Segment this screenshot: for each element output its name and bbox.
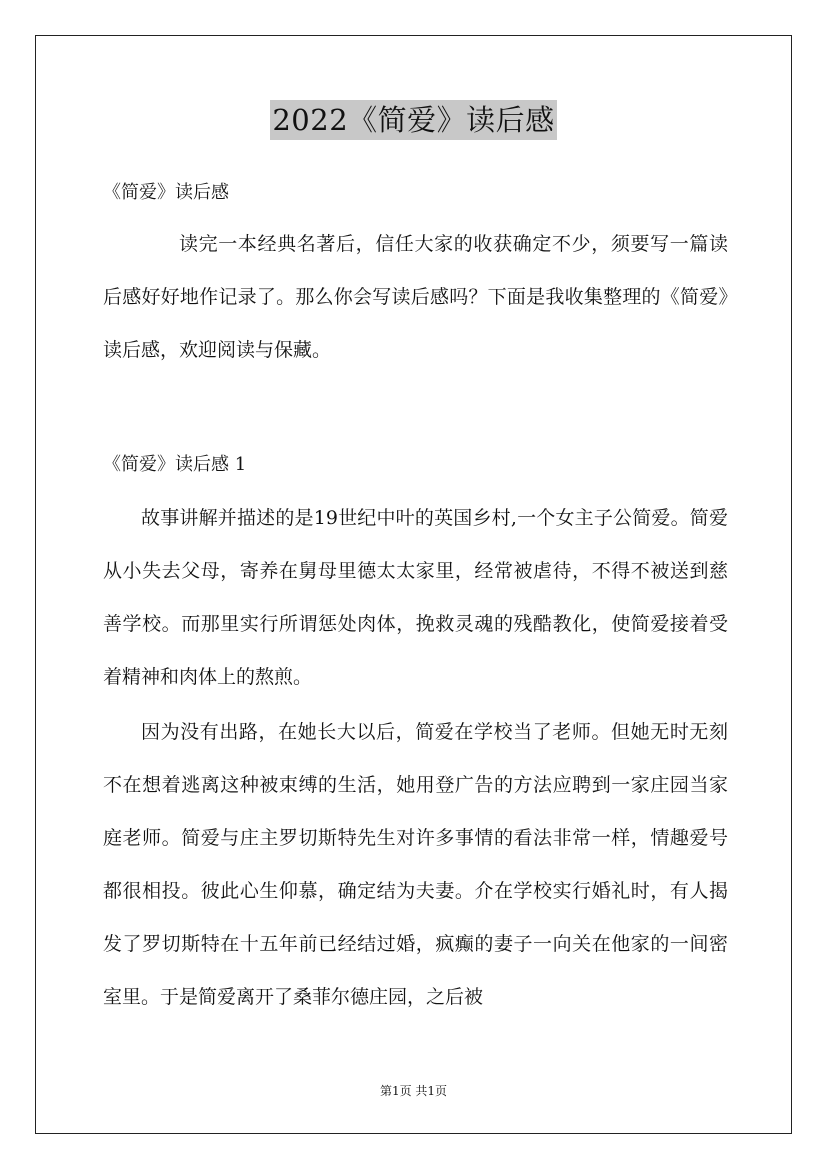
body-paragraph-2: 因为没有出路，在她长大以后，简爱在学校当了老师。但她无时无刻不在想着逃离这种被束缚的生活，她用登广告的方法应聘到一家庄园当家庭老师。简爱与庄主罗切斯特先生对许多事情的看法非常一样，情趣爱号都很相投。彼此心生仰慕，确定结为夫妻。介在学校实行婚礼时，有人揭发了罗切斯特在十五年前已经结过婚，疯癫的妻子一向关在他家的一间密室里。于是简爱离开了桑菲尔德庄园，之后被: [103, 721, 728, 1008]
body-paragraph-1: 故事讲解并描述的是19世纪中叶的英国乡村,一个女主子公简爱。简爱从小失去父母，寄养在舅母里德太太家里，经常被虐待，不得不被送到慈善学校。而那里实行所谓惩处肉体，挽救灵魂的残酷教化，使简爱接着受着精神和肉体上的熬煎。: [103, 507, 728, 688]
section-heading: 《简爱》读后感 1: [103, 454, 247, 475]
document-title: 2022《简爱》读后感: [270, 100, 556, 140]
article-heading: 《简爱》读后感: [103, 182, 229, 203]
intro-paragraph: 读完一本经典名著后，信任大家的收获确定不少，须要写一篇读后感好好地作记录了。那么你会写读后感吗？下面是我收集整理的《简爱》读后感，欢迎阅读与保藏。: [103, 233, 728, 361]
page-footer: 第1页 共1页: [379, 1084, 448, 1098]
title-container: [0, 100, 827, 140]
